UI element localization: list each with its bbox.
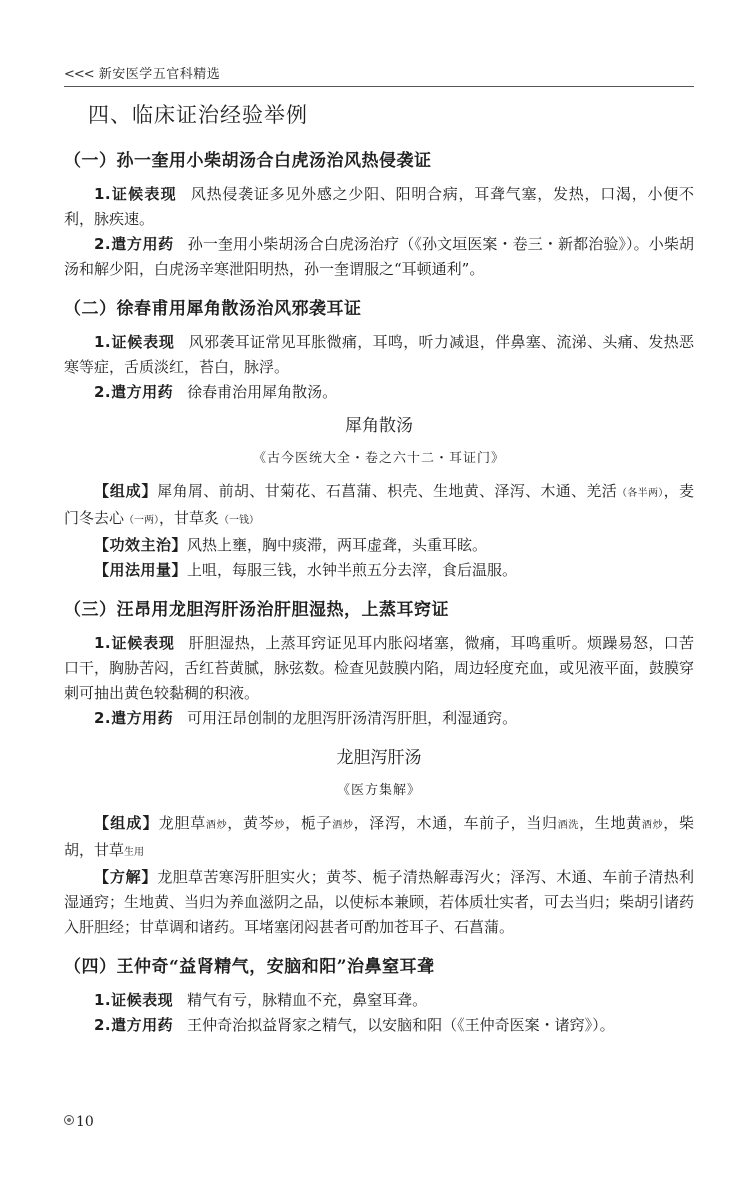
prescription-text: 可用汪昂创制的龙胆泻肝汤清泻肝胆，利湿通窍。 [187,709,518,727]
formula-source: 《医方集解》 [336,783,421,798]
section-title: 四、临床证治经验举例 [88,103,308,127]
running-header [64,63,694,87]
prescription-label: 2.遣方用药 [94,1016,174,1034]
formula-explanation [64,865,694,940]
dose-note: （一钱） [219,515,260,526]
case-1-prescription [64,232,694,282]
prescription-label: 2.遣方用药 [94,383,174,401]
case-2-title: （二）徐春甫用犀角散汤治风邪袭耳证 [64,299,362,319]
formula-name: 龙胆泻肝汤 [336,748,422,768]
formula-usage [64,558,694,583]
formula-efficacy [64,533,694,558]
processing-note: 酒炒 [205,820,228,831]
explanation-text: 龙胆草苦寒泻肝胆实火；黄芩、栀子清热解毒泻火；泽泻、木通、车前子清热利湿通窍；生地黄、当归为养血滋阴之品，以使标本兼顾，若体质壮实者，可去当归；柴胡引诸药入肝胆经；甘草调和诸药。耳堵塞闭闷甚者可酌加苍耳子、石菖蒲。 [64,868,695,936]
prescription-label: 2.遣方用药 [94,709,174,727]
symptoms-label: 1.证候表现 [94,634,175,652]
dose-note: （一两） [124,515,160,526]
formula-name: 犀角散汤 [345,416,413,436]
composition-text: ，甘草炙 [159,509,220,527]
prescription-text: 徐春甫治用犀角散汤。 [187,383,338,401]
case-2-symptoms [64,330,694,380]
case-3-symptoms [64,631,694,706]
page-content [64,100,694,1038]
processing-note: 酒炒 [641,820,664,831]
processing-note: 酒炒 [332,820,354,831]
book-title: 新安医学五官科精选 [98,67,221,82]
composition-text: 龙胆草 [158,814,206,832]
prescription-text: 王仲奇治拟益肾家之精气，以安脑和阳（《王仲奇医案・诸窍》）。 [187,1016,615,1034]
composition-text: ，栀子 [285,814,333,832]
explanation-tag: 【方解】 [94,868,158,886]
symptoms-label: 1.证候表现 [94,333,175,351]
case-4-prescription [64,1013,694,1038]
case-4-symptoms [64,988,694,1013]
page-marker-icon [64,1115,74,1125]
case-2-prescription [64,380,694,405]
case-1-title: （一）孙一奎用小柴胡汤合白虎汤治风热侵袭证 [64,151,432,171]
symptoms-text: 精气有亏，脉精血不充，鼻窒耳聋。 [187,991,428,1009]
composition-tag: 【组成】 [94,814,159,832]
formula-composition [64,479,694,533]
case-1-symptoms [64,182,694,232]
symptoms-label: 1.证候表现 [94,991,174,1009]
composition-text: ，柴胡，甘草 [64,814,694,859]
symptoms-text: 风热侵袭证多见外感之少阳、阳明合病，耳聋气塞，发热，口渴，小便不利，脉疾速。 [64,185,694,228]
symptoms-label: 1.证候表现 [94,185,177,203]
composition-text: ，黄芩 [227,814,275,832]
processing-note: 炒 [274,820,286,831]
composition-text: ，生地黄 [579,814,642,832]
processing-note: 酒洗 [557,820,580,831]
dose-note: （各半两） [617,488,664,499]
composition-text: ，泽泻，木通，车前子，当归 [353,814,558,832]
symptoms-text: 风邪袭耳证常见耳胀微痛，耳鸣，听力减退，伴鼻塞、流涕、头痛、发热恶寒等症，舌质淡红，苔白，脉浮。 [64,333,694,376]
efficacy-tag: 【功效主治】 [94,536,188,554]
composition-text: 犀角屑、前胡、甘菊花、石菖蒲、枳壳、生地黄、泽泻、木通、羌活 [157,482,618,500]
chevron-icon: <<< [64,67,94,82]
prescription-text: 孙一奎用小柴胡汤合白虎汤治疗（《孙文垣医案・卷三・新都治验》）。小柴胡汤和解少阳，白虎汤辛寒泄阳明热，孙一奎谓服之“耳顿通利”。 [64,235,694,278]
usage-tag: 【用法用量】 [94,561,188,579]
case-3-prescription [64,706,694,731]
composition-text: ，麦门冬去心 [64,482,694,527]
formula-source: 《古今医统大全・卷之六十二・耳证门》 [252,451,505,466]
composition-tag: 【组成】 [94,482,158,500]
formula-composition [64,811,694,865]
prescription-label: 2.遣方用药 [94,235,174,253]
page-number [64,1114,94,1130]
symptoms-text: 肝胆湿热，上蒸耳窍证见耳内胀闷堵塞，微痛，耳鸣重听。烦躁易怒，口苦口干，胸胁苦闷，舌红苔黄腻，脉弦数。检查见鼓膜内陷，周边轻度充血，或见液平面，鼓膜穿刺可抽出黄色较黏稠的积液。 [64,634,695,702]
page-number-text: 10 [76,1114,94,1130]
processing-note: 生用 [124,847,145,858]
efficacy-text: 风热上壅，胸中痰滞，两耳虚聋，头重耳眩。 [187,536,488,554]
case-4-title: （四）王仲奇“益肾精气，安脑和阳”治鼻窒耳聋 [64,957,435,977]
usage-text: 上咀，每服三钱，水钟半煎五分去滓，食后温服。 [187,561,518,579]
case-3-title: （三）汪昂用龙胆泻肝汤治肝胆湿热，上蒸耳窍证 [64,600,449,620]
